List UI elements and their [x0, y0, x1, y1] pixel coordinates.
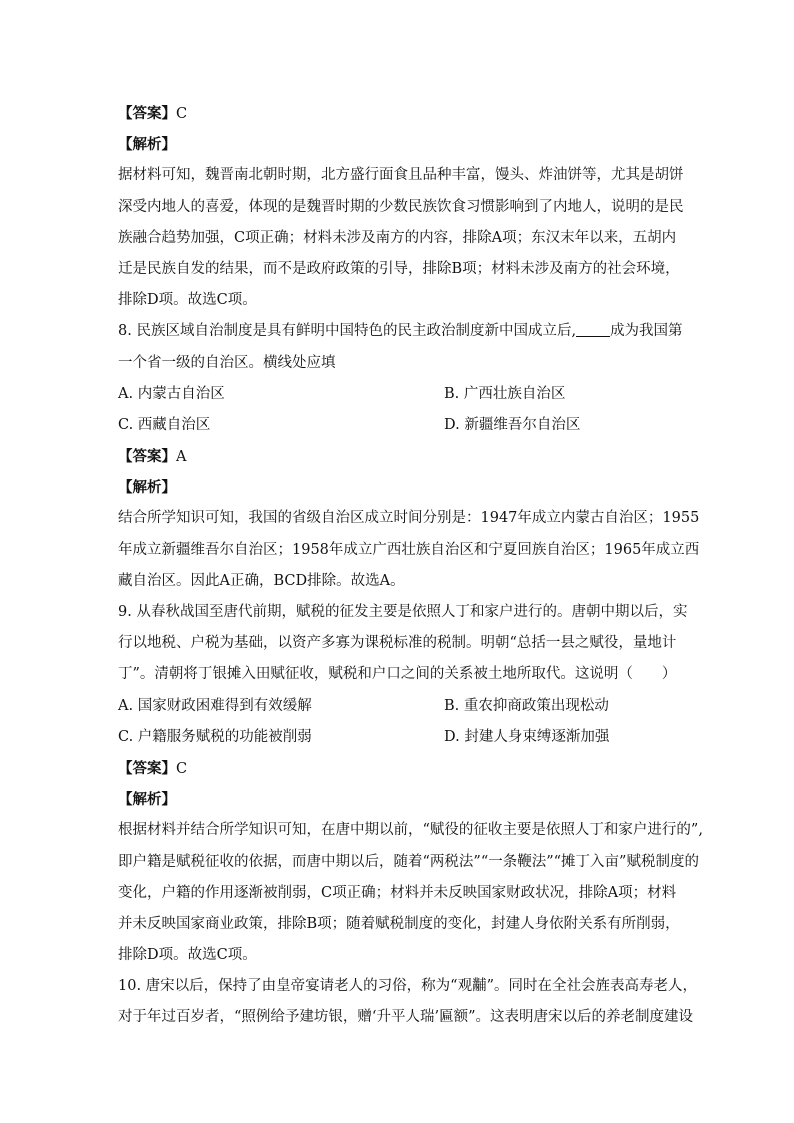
option-c: C. 户籍服务赋税的功能被削弱: [118, 728, 312, 745]
option-b: B. 重农抑商政策出现松动: [444, 697, 609, 714]
analysis-line: 族融合趋势加强，C项正确；材料未涉及南方的内容，排除A项；东汉末年以来，五胡内: [118, 229, 677, 246]
question-stem: 行以地税、户税为基础，以资产多寡为课税标准的税制。明朝“总括一县之赋役，量地计: [118, 635, 677, 652]
answer-line: [118, 441, 678, 472]
analysis-line: 根据材料并结合所学知识可知，在唐中期以前，“赋役的征收主要是依照人丁和家户进行的”,: [118, 822, 703, 839]
option-c: C. 西藏自治区: [118, 416, 211, 433]
question-stem: 一个省一级的自治区。横线处应填: [118, 354, 336, 371]
analysis-line: 排除D项。故选C项。: [118, 947, 257, 964]
analysis-line: 排除D项。故选C项。: [118, 292, 257, 309]
analysis-line: 迁是民族自发的结果，而不是政府政策的引导，排除B项；材料未涉及南方的社会环境，: [118, 260, 680, 277]
answer-value: C: [176, 760, 188, 777]
question-content: [118, 98, 703, 1034]
analysis-line: 并未反映国家商业政策，排除B项；随着赋税制度的变化，封建人身依附关系有所削弱，: [118, 915, 680, 932]
question-stem: 对于年过百岁者，“照例给予建坊银，赠‘升平人瑞’匾额”。这表明唐宋以后的养老制度建设: [118, 1009, 694, 1026]
analysis-line: 深受内地人的喜爱，体现的是魏晋时期的少数民族饮食习惯影响到了内地人，说明的是民: [118, 198, 684, 215]
question-stem: 丁”。清朝将丁银摊入田赋征收，赋税和户口之间的关系被土地所取代。这说明（ ）: [118, 666, 677, 683]
option-b: B. 广西壮族自治区: [444, 385, 566, 402]
analysis-line: 变化，户籍的作用逐渐被削弱，C项正确；材料并未反映国家财政状况，排除A项；材料: [118, 884, 677, 901]
option-a: A. 内蒙古自治区: [118, 385, 225, 402]
answer-tag: 【答案】: [118, 105, 176, 122]
answer-tag: 【答案】: [118, 448, 176, 466]
option-d: D. 封建人身束缚逐渐加强: [444, 728, 610, 745]
analysis-line: 据材料可知，魏晋南北朝时期，北方盛行面食且品种丰富，馒头、炸油饼等，尤其是胡饼: [118, 167, 684, 184]
answer-line: [118, 753, 678, 784]
answer-value: A: [176, 449, 187, 466]
analysis-tag: 【解析】: [118, 136, 176, 154]
options-row: [118, 410, 678, 441]
analysis-line: 藏自治区。因此A正确，BCD排除。故选A。: [118, 572, 405, 589]
analysis-line: 结合所学知识可知，我国的省级自治区成立时间分别是：1947年成立内蒙古自治区；1955: [118, 510, 700, 527]
analysis-line: 年成立新疆维吾尔自治区；1958年成立广西壮族自治区和宁夏回族自治区；1965年成立西: [118, 541, 700, 558]
options-row: [118, 691, 678, 722]
question-stem: 9. 从春秋战国至唐代前期，赋税的征发主要是依照人丁和家户进行的。唐朝中期以后，实: [118, 604, 688, 620]
answer-tag: 【答案】: [118, 759, 176, 777]
question-stem: [118, 316, 683, 347]
stem-text: 8. 民族区域自治制度是具有鲜明中国特色的民主政治制度新中国成立后,: [118, 323, 577, 340]
stem-text: 成为我国第: [610, 323, 683, 340]
options-row: [118, 722, 678, 753]
fill-blank: [576, 322, 610, 337]
options-row: [118, 379, 678, 410]
answer-value: C: [176, 106, 188, 122]
analysis-tag: 【解析】: [118, 479, 176, 497]
analysis-line: 即户籍是赋税征收的依据，而唐中期以后，随着“两税法”“一条鞭法”“摊丁入亩”赋税制度的: [118, 853, 699, 870]
answer-line: [118, 98, 678, 129]
option-d: D. 新疆维吾尔自治区: [444, 416, 581, 433]
option-a: A. 国家财政困难得到有效缓解: [118, 697, 312, 714]
question-stem: 10. 唐宋以后，保持了由皇帝宴请老人的习俗，称为“观黼”。同时在全社会旌表高寿老人，: [118, 978, 697, 995]
analysis-tag: 【解析】: [118, 791, 176, 809]
